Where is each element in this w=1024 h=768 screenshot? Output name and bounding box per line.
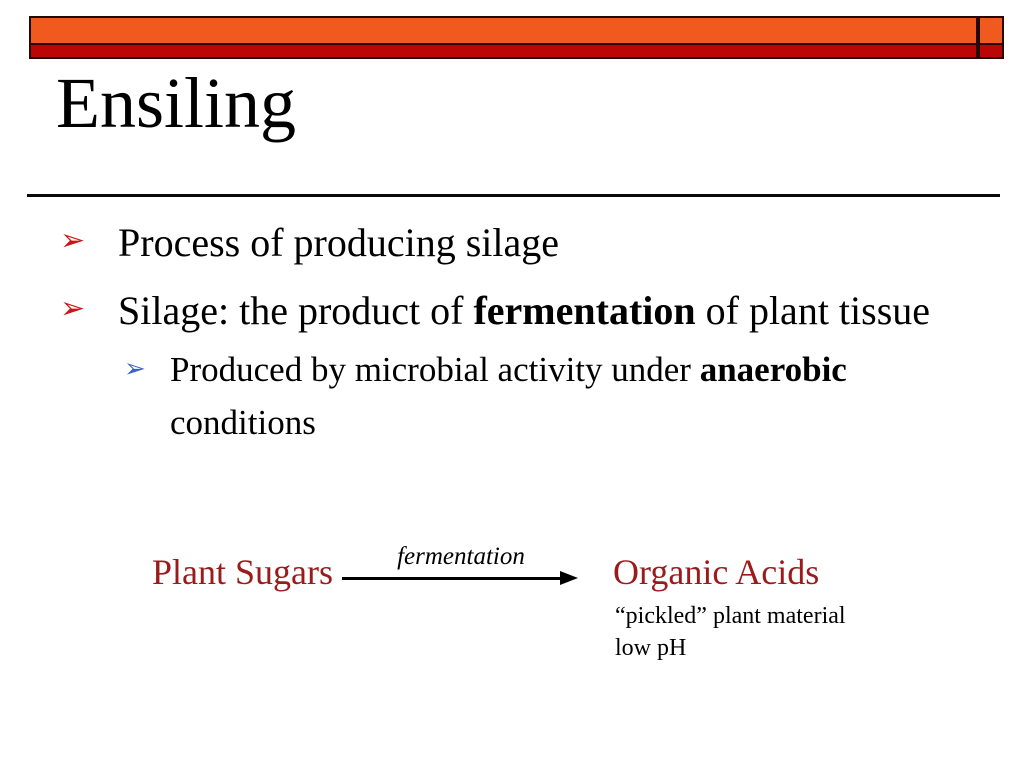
sub-bullet-text: Produced by microbial activity under anaerobic conditions <box>170 350 847 442</box>
bold-word-anaerobic: anaerobic <box>699 350 847 389</box>
title-divider-line <box>27 194 1000 197</box>
arrowhead-bullet-icon: ➢ <box>124 354 146 384</box>
bold-word-fermentation: fermentation <box>473 288 696 333</box>
arrow-head-icon <box>560 571 578 585</box>
organic-acids-label: Organic Acids <box>613 552 820 592</box>
bullet-item-1 <box>0 214 1024 272</box>
bullet-text-2: Silage: the product of fermentation of plant tissue <box>118 288 931 333</box>
arrow-line <box>342 577 562 580</box>
orange-accent-bar <box>29 16 1004 45</box>
bullet-list <box>0 204 1024 449</box>
plant-sugars-label: Plant Sugars <box>152 552 334 592</box>
bullet-item-2 <box>0 282 1024 340</box>
bullet-text-1: Process of producing silage <box>118 220 560 265</box>
arrowhead-bullet-icon: ➢ <box>60 291 86 326</box>
slide-title: Ensiling <box>56 63 297 143</box>
header-bars <box>29 16 1004 59</box>
arrowhead-bullet-icon: ➢ <box>60 223 86 258</box>
note-line-2: low pH <box>615 634 687 661</box>
bar-vertical-divider <box>976 16 980 59</box>
diagram-note <box>615 601 846 664</box>
red-accent-bar <box>29 43 1004 59</box>
sub-bullet-item <box>0 344 1024 449</box>
note-line-1: “pickled” plant material <box>615 603 846 629</box>
fermentation-arrow-label: fermentation <box>397 543 525 570</box>
